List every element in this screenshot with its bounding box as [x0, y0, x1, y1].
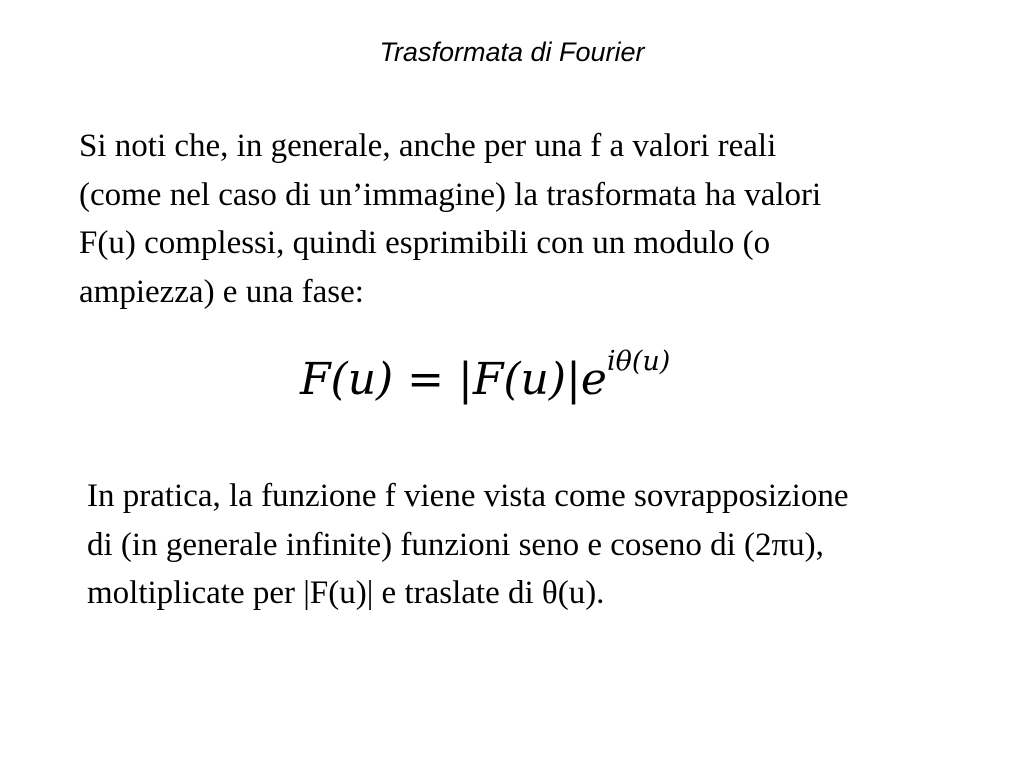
paragraph-line: di (in generale infinite) funzioni seno e coseno di (2πu), — [87, 526, 824, 563]
slide-title: Trasformata di Fourier — [379, 37, 645, 67]
formula-base: F(u) = |F(u)|e — [300, 354, 607, 405]
paragraph-line: Si noti che, in generale, anche per una f a valori reali — [79, 128, 777, 164]
paragraph-complex-values — [79, 122, 1009, 316]
paragraph-superposition — [87, 472, 1017, 618]
paragraph-line: (come nel caso di un’immagine) la trasformata ha valori — [79, 176, 822, 213]
paragraph-line: ampiezza) e una fase: — [79, 273, 364, 310]
fourier-polar-formula — [300, 346, 760, 420]
formula-exponent: iθ(u) — [606, 346, 671, 377]
paragraph-line: moltiplicate per |F(u)| e traslate di θ(u). — [87, 575, 605, 611]
paragraph-line: In pratica, la funzione f viene vista come sovrapposizione — [87, 478, 849, 514]
paragraph-line: F(u) complessi, quindi esprimibili con un modulo (o — [79, 225, 771, 261]
